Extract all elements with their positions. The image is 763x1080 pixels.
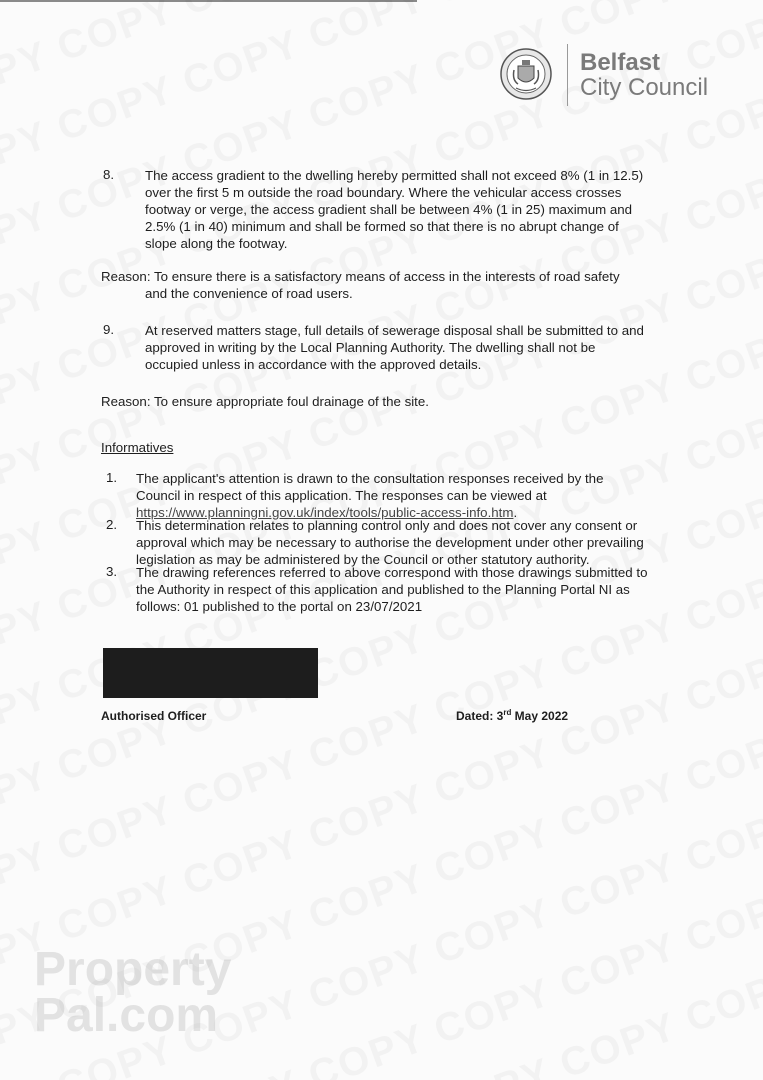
condition-9-text: [145, 322, 665, 373]
condition-8-line: The access gradient to the dwelling hereby permitted shall not exceed 8% (1 in 12.5): [145, 168, 644, 183]
informatives-heading: Informatives: [101, 440, 174, 455]
informative-1-number: 1.: [106, 470, 118, 485]
scan-edge-line: [0, 0, 417, 2]
condition-9-number: 9.: [103, 322, 115, 337]
informative-1-text: [136, 470, 666, 521]
date-prefix: Dated: 3: [456, 709, 504, 723]
dated-label: [456, 708, 568, 723]
date-ordinal: rd: [503, 708, 512, 717]
condition-9-line: occupied unless in accordance with the approved details.: [145, 357, 482, 372]
watermark-row: [0, 44, 763, 722]
propertypal-watermark-logo: [34, 943, 232, 1042]
condition-8-line: over the first 5 m outside the road boundary. Where the vehicular access crosses: [145, 185, 622, 200]
watermark-row: [0, 364, 763, 1042]
condition-8-reason: [101, 268, 661, 302]
informative-line: follows: 01 published to the portal on 23/07/2021: [136, 599, 423, 614]
informative-line: The drawing references referred to above correspond with those drawings submitted to: [136, 565, 648, 580]
condition-8-line: footway or verge, the access gradient shall be between 4% (1 in 25) maximum and: [145, 202, 633, 217]
date-suffix: May 2022: [511, 709, 569, 723]
logo-line-2: City Council: [580, 74, 709, 101]
propertypal-line-2: Pal.com: [34, 989, 219, 1042]
redacted-signature: [103, 648, 318, 698]
informative-3-number: 3.: [106, 564, 118, 579]
link-suffix: .: [513, 505, 518, 520]
logo-line-1: Belfast: [580, 49, 661, 76]
council-seal-icon: [500, 48, 552, 100]
propertypal-line-1: Property: [34, 943, 232, 996]
condition-9-line: approved in writing by the Local Planning Authority. The dwelling shall not be: [145, 340, 596, 355]
informative-line: legislation as may be administered by the Council or other statutory authority.: [136, 552, 590, 567]
condition-9-line: At reserved matters stage, full details of sewerage disposal shall be submitted to and: [145, 323, 644, 338]
council-logo-text: [580, 50, 708, 100]
informative-line: Council in respect of this application. The responses can be viewed at: [136, 488, 547, 503]
watermark-row: [0, 284, 763, 962]
public-access-link[interactable]: https://www.planningni.gov.uk/index/tools/public-access-info.htm: [136, 505, 514, 520]
informative-3-text: [136, 564, 676, 615]
condition-8-line: 2.5% (1 in 40) minimum and shall be formed so that there is no abrupt change of: [145, 219, 619, 234]
informative-line: the Authority in respect of this application and published to the Planning Portal NI as: [136, 582, 630, 597]
informative-line: approval which may be necessary to authorise the development under other prevailing: [136, 535, 644, 550]
informative-line: The applicant's attention is drawn to the consultation responses received by the: [136, 471, 604, 486]
informative-line: This determination relates to planning control only and does not cover any consent or: [136, 518, 638, 533]
informative-2-text: [136, 517, 676, 568]
reason-line: Reason: To ensure there is a satisfactory means of access in the interests of road safety: [101, 269, 620, 284]
informative-2-number: 2.: [106, 517, 118, 532]
condition-8-number: 8.: [103, 167, 115, 182]
condition-8-text: [145, 167, 665, 252]
condition-8-line: slope along the footway.: [145, 236, 288, 251]
condition-9-reason: Reason: To ensure appropriate foul drainage of the site.: [101, 394, 429, 409]
logo-divider: [567, 44, 568, 106]
reason-line: and the convenience of road users.: [145, 286, 353, 301]
authorised-officer-label: Authorised Officer: [101, 709, 207, 723]
